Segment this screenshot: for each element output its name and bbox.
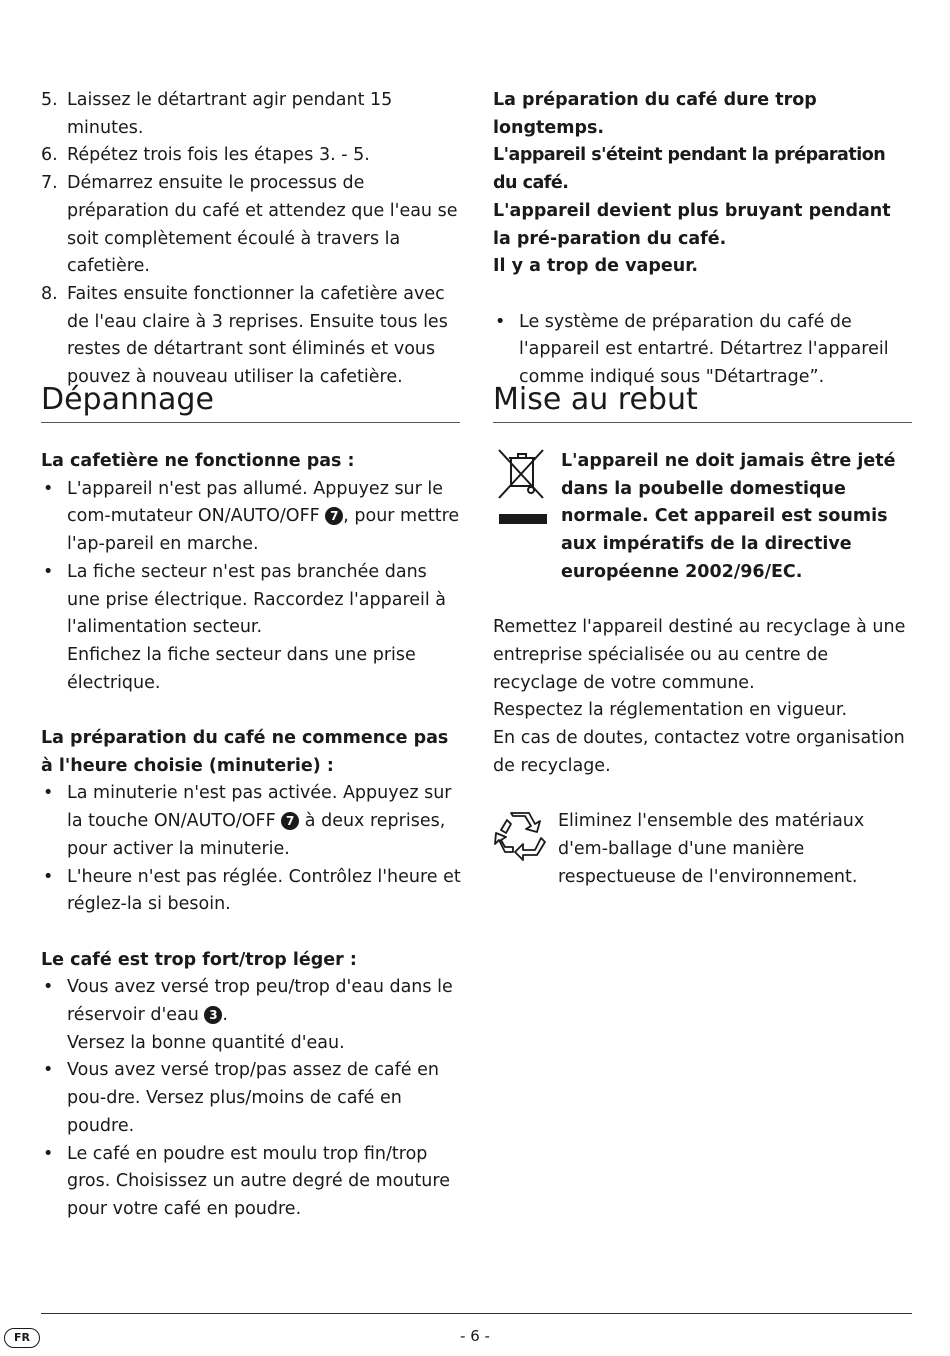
descaling-steps [41,87,461,392]
list-item: • Vous avez versé trop peu/trop d'eau dans le réservoir d'eau 3 . Versez la bonne quantité d'eau. [41,974,461,1057]
issue-title: La préparation du café ne commence pas à l'heure choisie (minuterie) : [41,728,449,776]
issue-list [493,309,913,392]
issue-list [41,780,461,919]
left-column [41,87,461,392]
crossed-out-wheelie-bin-icon [493,448,549,528]
list-item: • La fiche secteur n'est pas branchée dans une prise électrique. Raccordez l'appareil à l'alimentation secteur. Enfichez la fiche secteur dans une prise électrique. [41,559,461,698]
troubleshooting-heading: Dépannage [41,382,460,423]
list-item: • L'appareil n'est pas allumé. Appuyez sur le com-mutateur ON/AUTO/OFF 7 , pour mettre l'ap-pareil en marche. [41,476,461,559]
issue-title: La cafetière ne fonctionne pas : [41,451,355,471]
list-item: • L'heure n'est pas réglée. Contrôlez l'heure et réglez-la si besoin. [41,864,461,919]
list-item: 6. Répétez trois fois les étapes 3. - 5. [41,145,370,166]
right-column-top [493,87,913,392]
list-item: 7. Démarrez ensuite le processus de préparation du café et attendez que l'eau se soit complètement écoulé à travers la cafetière. [41,173,458,277]
issue-list [41,476,461,698]
disposal-heading: Mise au rebut [493,382,912,423]
page-number: - 6 - [460,1327,490,1345]
issue-title: La préparation du café dure trop longtemps. L'appareil s'éteint pendant la préparation du café. L'appareil devient plus bruyant pendant la pré-paration du café. Il y a trop de vapeur. [493,90,891,277]
issue-list [41,974,461,1223]
list-item: • Vous avez versé trop/pas assez de café en pou-dre. Versez plus/moins de café en poudre. [41,1057,461,1140]
weee-text: L'appareil ne doit jamais être jeté dans la poubelle domestique normale. Cet appareil est soumis aux impératifs de la directive européenne 2002/96/EC. [561,451,896,582]
issue-title: Le café est trop fort/trop léger : [41,949,357,970]
part-number-badge: 7 [281,812,299,830]
recycling-arrows-icon [493,808,549,864]
language-badge: FR [4,1328,40,1348]
troubleshooting-section [41,448,461,1224]
footer-divider [41,1313,912,1314]
list-item: • La minuterie n'est pas activée. Appuyez sur la touche ON/AUTO/OFF 7 à deux reprises, pour activer la minuterie. [41,780,461,863]
regulation-paragraph: Respectez la réglementation en vigueur. [493,700,848,721]
packaging-text: Eliminez l'ensemble des matériaux d'em-ballage d'une manière respectueuse de l'environnement. [558,811,865,887]
list-item: 5. Laissez le détartrant agir pendant 15 minutes. [41,90,393,138]
part-number-badge: 7 [325,507,343,525]
contact-paragraph: En cas de doutes, contactez votre organisation de recyclage. [493,728,905,776]
list-item: • Le café en poudre est moulu trop fin/trop gros. Choisissez un autre degré de mouture pour votre café en poudre. [41,1141,461,1224]
packaging-notice [493,808,913,891]
recycling-paragraph: Remettez l'appareil destiné au recyclage à une entreprise spécialisée ou au centre de recyclage de votre commune. [493,617,906,693]
list-item: 8. Faites ensuite fonctionner la cafetière avec de l'eau claire à 3 reprises. Ensuite tous les restes de détartrant sont éliminés et vous pouvez à nouveau utiliser la cafetière. [41,283,448,388]
list-item: • Le système de préparation du café de l'appareil est entartré. Détartrez l'appareil comme indiqué sous "Détartrage”. [493,309,913,392]
disposal-section [493,448,913,891]
part-number-badge: 3 [204,1006,222,1024]
weee-notice [493,448,913,587]
